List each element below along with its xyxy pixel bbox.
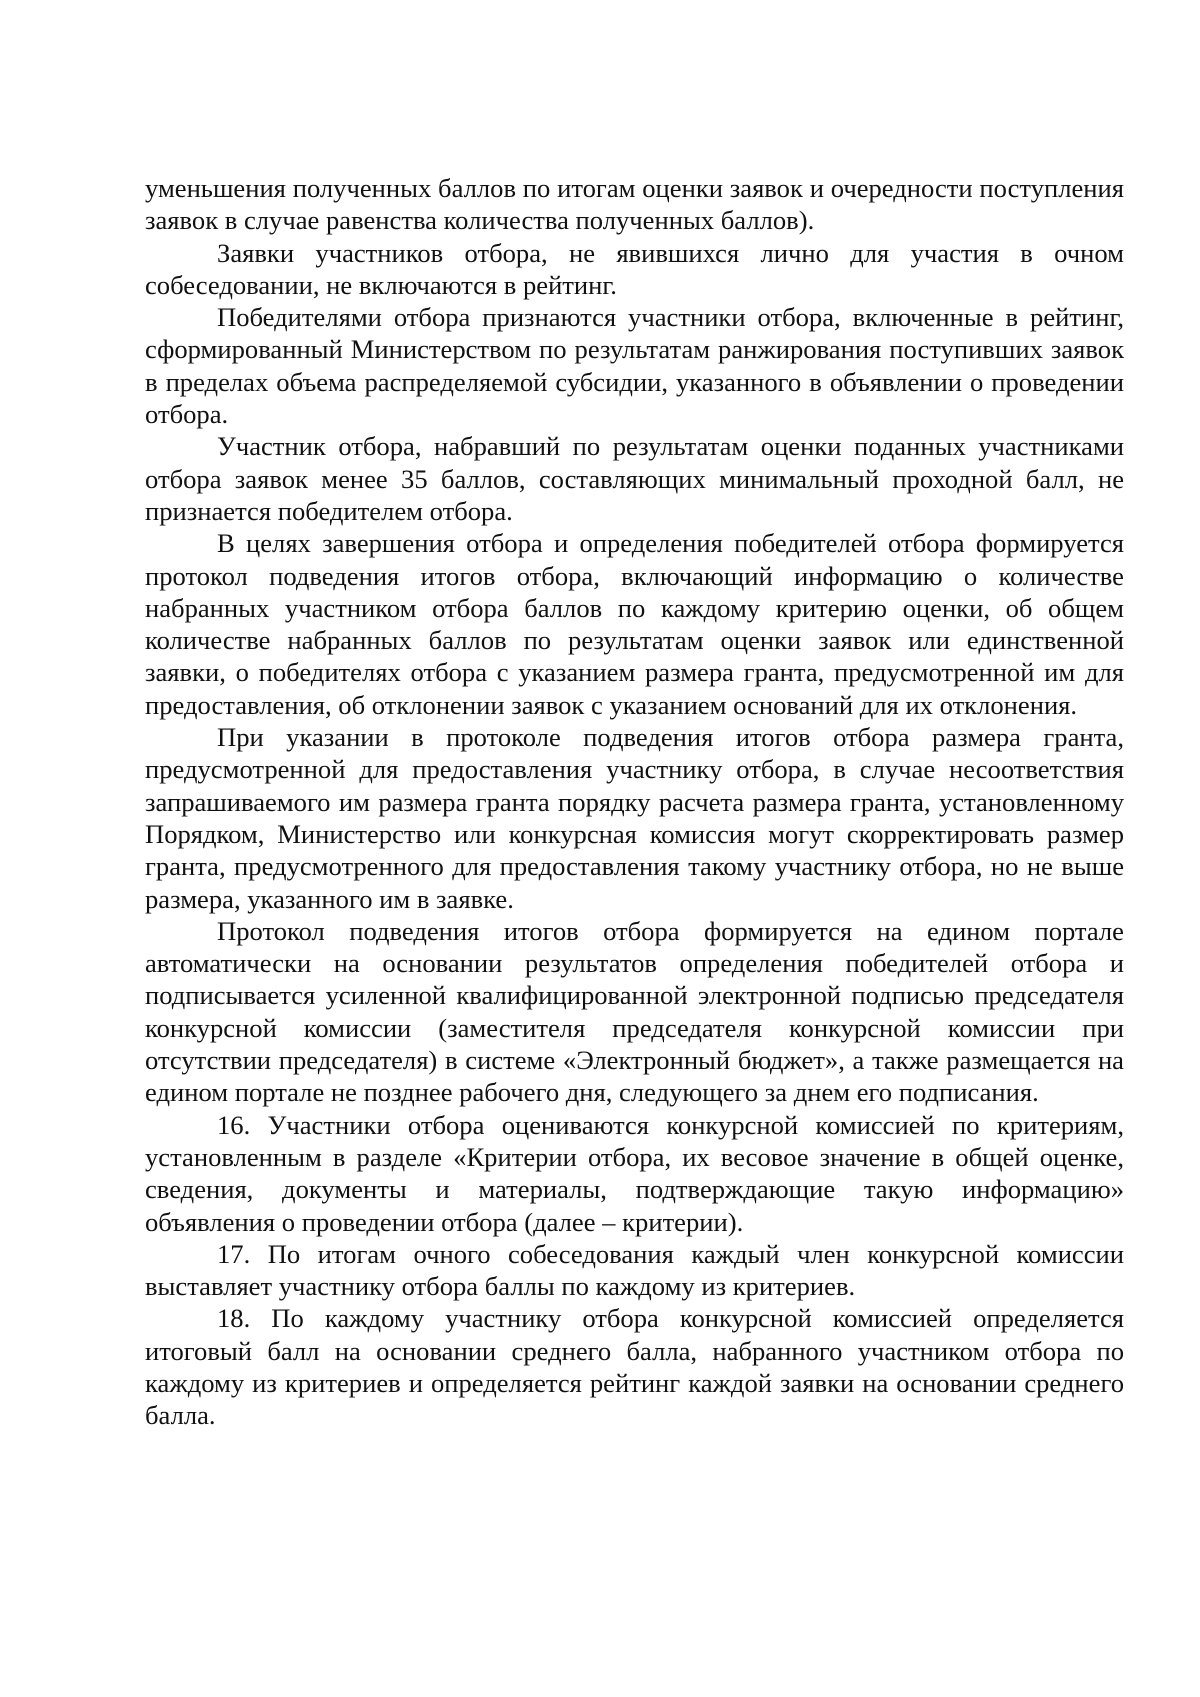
paragraph-grant-adjustment: При указании в протоколе подведения итогов отбора размера гранта, предусмотренной для предоставления участнику отбора, в случае несоответствия запрашиваемого им размера гранта порядку расчета размера гранта, установленному Порядком, Министерство или конкурсная комиссия могут скорректировать размер гранта, предусмотренного для предоставления такому участнику отбора, но не выше размера, указанного им в заявке.	[145, 722, 1124, 914]
paragraph-protocol-signing: Протокол подведения итогов отбора формируется на едином портале автоматически на основании результатов определения победителей отбора и подписывается усиленной квалифицированной электронной подписью председателя конкурсной комиссии (заместителя председателя конкурсной комиссии при отсутствии председателя) в системе «Электронный бюджет», а также размещается на едином портале не позднее рабочего дня, следующего за днем его подписания.	[145, 915, 1124, 1108]
paragraph-protocol-formation: В целях завершения отбора и определения победителей отбора формируется протокол подведения итогов отбора, включающий информацию о количестве набранных участником отбора баллов по каждому критерию оценки, об общем количестве набранных баллов по результатам оценки заявок или единственной заявки, о победителях отбора с указанием размера гранта, предусмотренной им для предоставления, об отклонении заявок с указанием оснований для их отклонения.	[145, 528, 1124, 720]
paragraph-winners: Победителями отбора признаются участники отбора, включенные в рейтинг, сформированный Министерством по результатам ранжирования поступивших заявок в пределах объема распределяемой субсидии, указанного в объявлении о проведении отбора.	[145, 302, 1124, 430]
paragraph-item-17: 17. По итогам очного собеседования каждый член конкурсной комиссии выставляет участнику отбора баллы по каждому из критериев.	[145, 1238, 1124, 1302]
paragraph-continuation: уменьшения полученных баллов по итогам оценки заявок и очередности поступления заявок в случае равенства количества полученных баллов).	[145, 173, 1124, 236]
document-page	[145, 172, 1124, 1432]
paragraph-absent-applicants: Заявки участников отбора, не явившихся лично для участия в очном собеседовании, не включаются в рейтинг.	[145, 237, 1124, 300]
paragraph-item-16: 16. Участники отбора оцениваются конкурсной комиссией по критериям, установленным в разделе «Критерии отбора, их весовое значение в общей оценке, сведения, документы и материалы, подтверждающие такую информацию» объявления о проведении отбора (далее – критерии).	[145, 1109, 1124, 1237]
paragraph-item-18: 18. По каждому участнику отбора конкурсной комиссией определяется итоговый балл на основании среднего балла, набранного участником отбора по каждому из критериев и определяется рейтинг каждой заявки на основании среднего балла.	[145, 1303, 1124, 1431]
paragraph-minimum-score: Участник отбора, набравший по результатам оценки поданных участниками отбора заявок менее 35 баллов, составляющих минимальный проходной балл, не признается победителем отбора.	[145, 431, 1124, 526]
